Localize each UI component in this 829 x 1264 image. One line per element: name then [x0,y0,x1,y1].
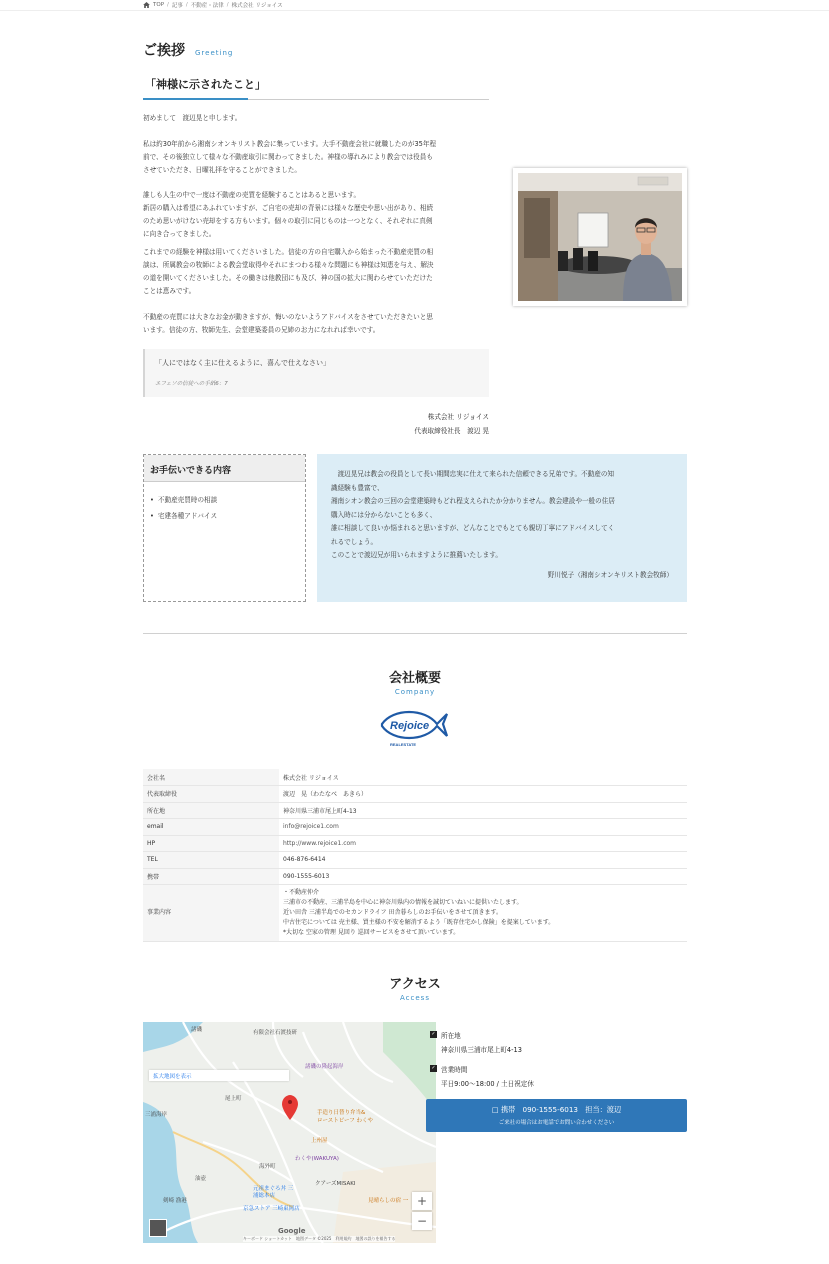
text-line: 不動産の売買には大きなお金が動きますが、悔いのないようアドバイスをさせていただきたいと思 [143,313,433,321]
table-key: 代表取締役 [143,786,279,803]
map-label: クアーズMISAKI [315,1181,356,1187]
map-footer[interactable]: キーボード ショートカット 地図データ ©2025 利用規約 地図の誤りを報告する [243,1236,396,1241]
text-line: これまでの経験を神様は用いてくださいました。信徒の方の自宅購入から始まった不動産売買の相 [143,248,434,256]
access-details [430,1030,687,1098]
profile-photo [518,173,682,301]
text-line: 購入時には分からないことも多く、 [331,510,437,519]
business-description [279,885,687,942]
access-heading [143,973,687,1002]
call-button[interactable] [426,1099,687,1132]
paragraph-intro [143,112,489,125]
breadcrumb-item-articles[interactable]: 記事 [171,3,183,9]
services-list [144,482,305,524]
paragraph-ministry [143,246,489,298]
company-heading [143,667,687,696]
services-box [143,454,306,602]
table-row [143,769,687,786]
table-value: 株式会社 リジョイス [279,769,687,786]
text-line: 初めまして 渡辺晃と申します。 [143,114,242,122]
address-row [430,1030,687,1054]
company-title: 会社概要 [388,671,441,686]
breadcrumb-separator: / [167,2,169,8]
bible-quote [143,349,489,397]
breadcrumb-item-top[interactable]: TOP [153,2,165,8]
services-title: お手伝いできる内容 [144,455,305,482]
text-line: 新居の購入は希望にあふれていますが、ご自宅の売却の背景には様々な歴史や思い出があり、相続 [143,204,434,212]
text-line: 中古住宅については 売主様、買主様の不安を解消するよう「既存住宅かし保険」を提案しています。 [283,919,555,926]
breadcrumb-separator: / [226,2,229,8]
company-subtitle: Company [394,688,436,696]
email-link[interactable]: info@rejoice1.com [279,819,687,836]
access-subtitle: Access [400,994,430,1002]
table-value: 渡辺 晃（わたなべ あきら） [279,786,687,803]
bible-quote-citation: エフェソの信徒への手紙6：7 [155,381,228,387]
map-label: ローストビーフ わくや [317,1118,373,1124]
table-row [143,868,687,885]
map-label: 剣崎 漁港 [163,1198,187,1204]
map-label: 海外町 [259,1164,276,1170]
profile-photo-frame [513,168,687,306]
home-icon[interactable] [143,2,150,8]
breadcrumb-separator: / [185,2,188,8]
table-row [143,852,687,869]
view-larger-map-link[interactable]: 拡大地図を表示 [149,1070,289,1081]
map-label: 諸磯の隆起海岸 [305,1064,344,1070]
text-line: させていただき、日曜礼拝を守ることができました。 [143,166,301,174]
hours-label: 営業時間 [441,1066,468,1074]
table-key: 携帯 [143,868,279,885]
table-value: 神奈川県三浦市尾上町4-13 [279,802,687,819]
map-label: 三浦海岸 [145,1112,168,1118]
table-key: 所在地 [143,802,279,819]
table-value: 090-1555-6013 [279,868,687,885]
check-icon: ✓ [431,1065,436,1071]
text-line: 識経験も豊富で、 [331,483,384,492]
map-label: 見晴らしの宿 一 [368,1198,409,1204]
list-item: • 宅建各種アドバイス [150,508,305,524]
text-line: このことで渡辺兄が用いられますように推薦いたします。 [331,551,502,559]
text-line: れるでしょう。 [331,537,378,546]
table-key: TEL [143,852,279,869]
greeting-title: ご挨拶 [143,43,185,59]
call-button-note: ご来社の場合はお電話でお問い合わせください [498,1120,615,1126]
greeting-heading [143,40,233,60]
text-line: 三浦市の不動産、三浦半島を中心に神奈川県内の情報を誠切ていねいに提供いたします。 [283,899,523,906]
text-line: 私は約30年前から湘南シオンキリスト教会に集っています。大手不動産会社に就職したのが35年程 [143,140,437,148]
map-label: わくや(WAKUYA) [295,1156,339,1162]
hours-value: 平日9:00〜18:00 / 土日祝定休 [441,1080,534,1088]
map-label: 京急ストア 三崎東岡店 [243,1206,300,1212]
map-label: 油壺 [195,1176,207,1182]
zoom-out-button[interactable]: − [412,1212,432,1230]
google-logo: Google [278,1227,306,1235]
map-label: 手造り日替り弁当& [317,1110,366,1116]
text-line: に向き合ってきました。 [143,230,216,238]
map-label: 上州屋 [311,1138,328,1144]
text-line: 前で、その後独立して様々な不動産取引に関わってきました。神様の導れみにより教会では役員も [143,153,433,161]
website-link[interactable]: http://www.rejoice1.com [279,835,687,852]
text-line: 渡辺晃兄は教会の役員として長い期間忠実に仕えて来られた信頼できる兄弟です。不動産の知 [331,470,615,478]
table-row [143,835,687,852]
table-key: HP [143,835,279,852]
table-row [143,802,687,819]
phone-icon: □ [491,1105,499,1114]
hours-row [430,1064,687,1088]
logo-text: Rejoice [390,720,430,732]
table-key: email [143,819,279,836]
table-row [143,786,687,803]
map-label: 元祖まぐろ丼 三 [253,1186,294,1192]
text-line: 誰に相談して良いか悩まれると思いますが、どんなことでもとても親切丁寧にアドバイスしてく [331,524,615,532]
breadcrumb-item-category[interactable]: 不動産・法律 [190,3,224,9]
message-title: 「神様に示されたこと」 [143,76,489,100]
signature-company: 株式会社 リジョイス [427,413,489,421]
greeting-subtitle: Greeting [195,49,234,57]
text-line: 誰しも人生の中で一度は不動産の売買を経験することはあると思います。 [143,191,361,199]
table-value: 046-876-6414 [279,852,687,869]
call-button-label: 携帯 090-1555-6013 担当：渡辺 [500,1105,622,1114]
paragraph-experience [143,189,489,241]
map-label: 有限会社石渡技研 [253,1030,298,1036]
table-key: 会社名 [143,769,279,786]
text-line: います。信徒の方、牧師先生、会堂建築委員の兄姉のお力になれれば幸いです。 [143,326,380,334]
text-line: の道を開いてくださいました。その働きは他教団にも及び、神の国の拡大に関わらせていただけた [143,274,433,282]
list-item: • 不動産売買時の相談 [150,492,305,508]
recommendation-author: 野川悦子（湘南シオンキリスト教会牧師） [547,570,673,579]
text-line: ことは恵みです。 [143,287,196,295]
table-row [143,885,687,942]
signature-person: 代表取締役社長 渡辺 晃 [414,427,489,435]
text-line: のため思いがけない売却をする方もいます。個々の取引に同じものは一つとなく、それぞれに真剣 [143,217,433,225]
breadcrumb-item-current: 株式会社 リジョイス [231,3,283,9]
office-photo-illustration [518,173,682,301]
logo-subtext: REALESTATE [390,742,417,747]
address-value: 神奈川県三浦市尾上町4-13 [441,1046,522,1054]
table-row [143,819,687,836]
map-label: 諸磯 [191,1027,203,1033]
google-map[interactable] [143,1022,436,1243]
breadcrumb [0,0,829,11]
bible-quote-text: 「人にではなく主に仕えるように、喜んで仕えなさい」 [155,359,330,367]
text-line: *大切な 空家の管理 見回り 巡回サービスをさせて頂いています。 [283,929,460,936]
zoom-in-button[interactable]: + [412,1192,432,1210]
paragraph-history [143,138,489,177]
table-key: 事業内容 [143,885,279,942]
map-label: 浦総本店 [253,1193,276,1199]
address-label: 所在地 [441,1032,461,1040]
access-title: アクセス [389,977,441,992]
text-line: ・不動産仲介 [283,889,320,896]
company-info-table [143,769,687,942]
map-type-toggle[interactable] [149,1219,167,1237]
map-label: 尾上町 [225,1096,242,1102]
recommendation-box [317,454,687,602]
text-line: 湘南シオン教会の三回の会堂建築時もどれ程支えられたか分かりません。教会建設や一般の住居 [331,497,615,505]
paragraph-closing [143,311,489,337]
check-icon: ✓ [431,1031,436,1037]
text-line: 近い田舎 三浦半島でのセカンドライフ 田舎暮らしのお手伝いをさせて頂きます。 [283,909,502,916]
text-line: 談は、所属教会の牧師による教会堂取得やそれにまつわる様々な問題にも神様は知恵を与え、解決 [143,261,434,269]
rejoice-logo [379,706,449,748]
section-divider [143,633,687,634]
